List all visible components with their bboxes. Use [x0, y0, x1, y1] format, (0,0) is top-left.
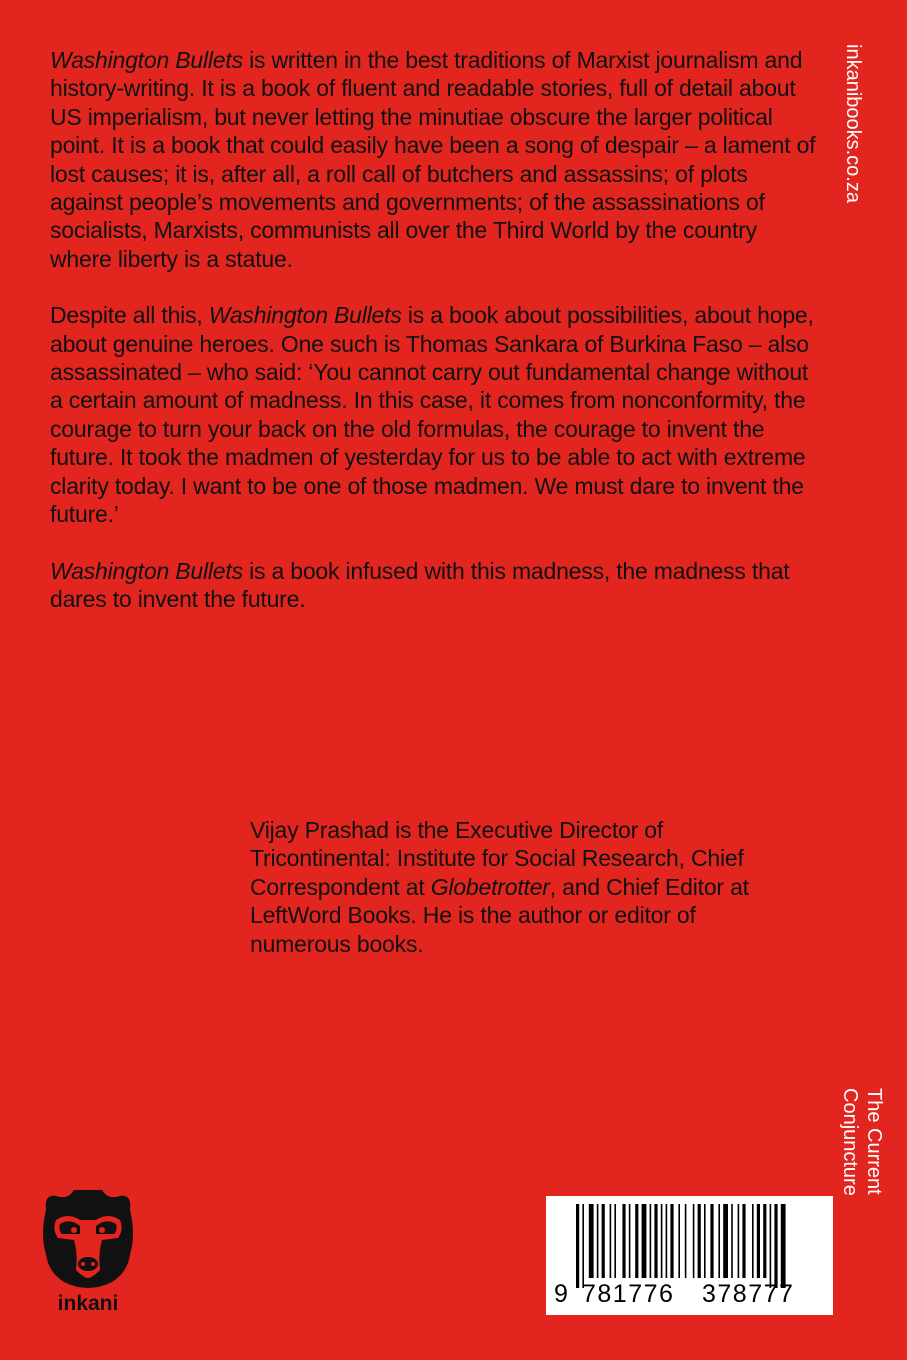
barcode-bar: [614, 1204, 616, 1278]
barcode-bar: [770, 1204, 772, 1288]
barcode-bar: [698, 1204, 701, 1278]
blurb: [50, 46, 820, 641]
blurb-paragraph-2: Despite all this, Washington Bullets is a book about possibilities, about hope, about genuine heroes. One such is Thomas Sankara of Burkina Faso – also assassinated – who said: ‘You cannot carry out fundamental change without a certain amount of madness. In this case, it comes from nonconformity, the courage to turn your back on the old formulas, the courage to invent the future. It took the madmen of yesterday for us to be able to act with extreme clarity today. I want to be one of those madmen. We must dare to invent the future.’: [50, 302, 814, 528]
barcode-bar: [650, 1204, 652, 1278]
bull-head-icon: [40, 1190, 136, 1315]
publisher-website: inkanibooks.co.za: [842, 44, 864, 203]
barcode-bar: [710, 1204, 713, 1278]
isbn-left-group: 781776: [582, 1280, 675, 1308]
barcode-bar: [763, 1204, 766, 1278]
barcode-bar: [622, 1204, 625, 1278]
barcode-bar: [685, 1204, 687, 1278]
isbn-number: [554, 1280, 828, 1312]
publisher-logo: [40, 1190, 136, 1315]
isbn-right-group: 378777: [702, 1280, 795, 1308]
blurb-paragraph-3: Washington Bullets is a book infused with this madness, the madness that dares to invent the future.: [50, 557, 790, 612]
barcode-bar: [757, 1204, 760, 1278]
publisher-name: inkani: [57, 1292, 119, 1315]
barcode-bar: [589, 1204, 594, 1278]
barcode-bar: [666, 1204, 668, 1278]
barcode-bar: [723, 1204, 728, 1278]
book-title: Washington Bullets: [50, 557, 243, 584]
series-title: The Current Conjuncture: [839, 1088, 885, 1196]
barcode-bar: [629, 1204, 631, 1278]
barcode-bar: [738, 1204, 740, 1278]
barcode-bar: [693, 1204, 695, 1278]
barcode-bar: [576, 1204, 579, 1288]
barcode-bar: [654, 1204, 657, 1278]
barcode-bar: [731, 1204, 733, 1278]
barcode-bar: [661, 1204, 663, 1278]
barcode-bar: [704, 1204, 706, 1278]
barcode-bar: [718, 1204, 720, 1278]
barcode-bar: [582, 1204, 584, 1288]
book-title: Washington Bullets: [208, 302, 402, 329]
blurb-paragraph-1: Washington Bullets is written in the best traditions of Marxist journalism and history-writing. It is a book of fluent and readable stories, full of detail about US imperialism, but never letting the minutiae obscure the larger political point. It is a book that could easily have been a song of despair – a lament of lost causes; it is, after all, a roll call of butchers and assassins; of plots against people’s movements and governments; of the assassinations of socialists, Marxists, communists all over the Third World by the country where liberty is a statue.: [50, 47, 816, 272]
barcode-bar: [742, 1204, 745, 1278]
book-title: Washington Bullets: [50, 47, 243, 73]
barcode-bar: [678, 1204, 680, 1278]
barcode-bar: [602, 1204, 605, 1278]
publication-name: Globetrotter: [430, 873, 550, 900]
barcode-bar: [781, 1204, 786, 1288]
barcode-bar: [774, 1204, 777, 1288]
barcode-bar: [642, 1204, 647, 1278]
barcode-bar: [670, 1204, 673, 1278]
author-bio: Vijay Prashad is the Executive Director of Tricontinental: Institute for Social Research, Chief Correspondent at Globetrotter, and Chief Editor at LeftWord Books. He is the author or editor of numerous books.: [250, 817, 749, 957]
barcode-bar: [610, 1204, 612, 1278]
barcode-bar: [597, 1204, 599, 1278]
barcode-bar: [635, 1204, 638, 1278]
isbn-barcode: [546, 1196, 833, 1315]
barcode-bar: [752, 1204, 754, 1278]
isbn-first-digit: 9: [554, 1280, 568, 1308]
